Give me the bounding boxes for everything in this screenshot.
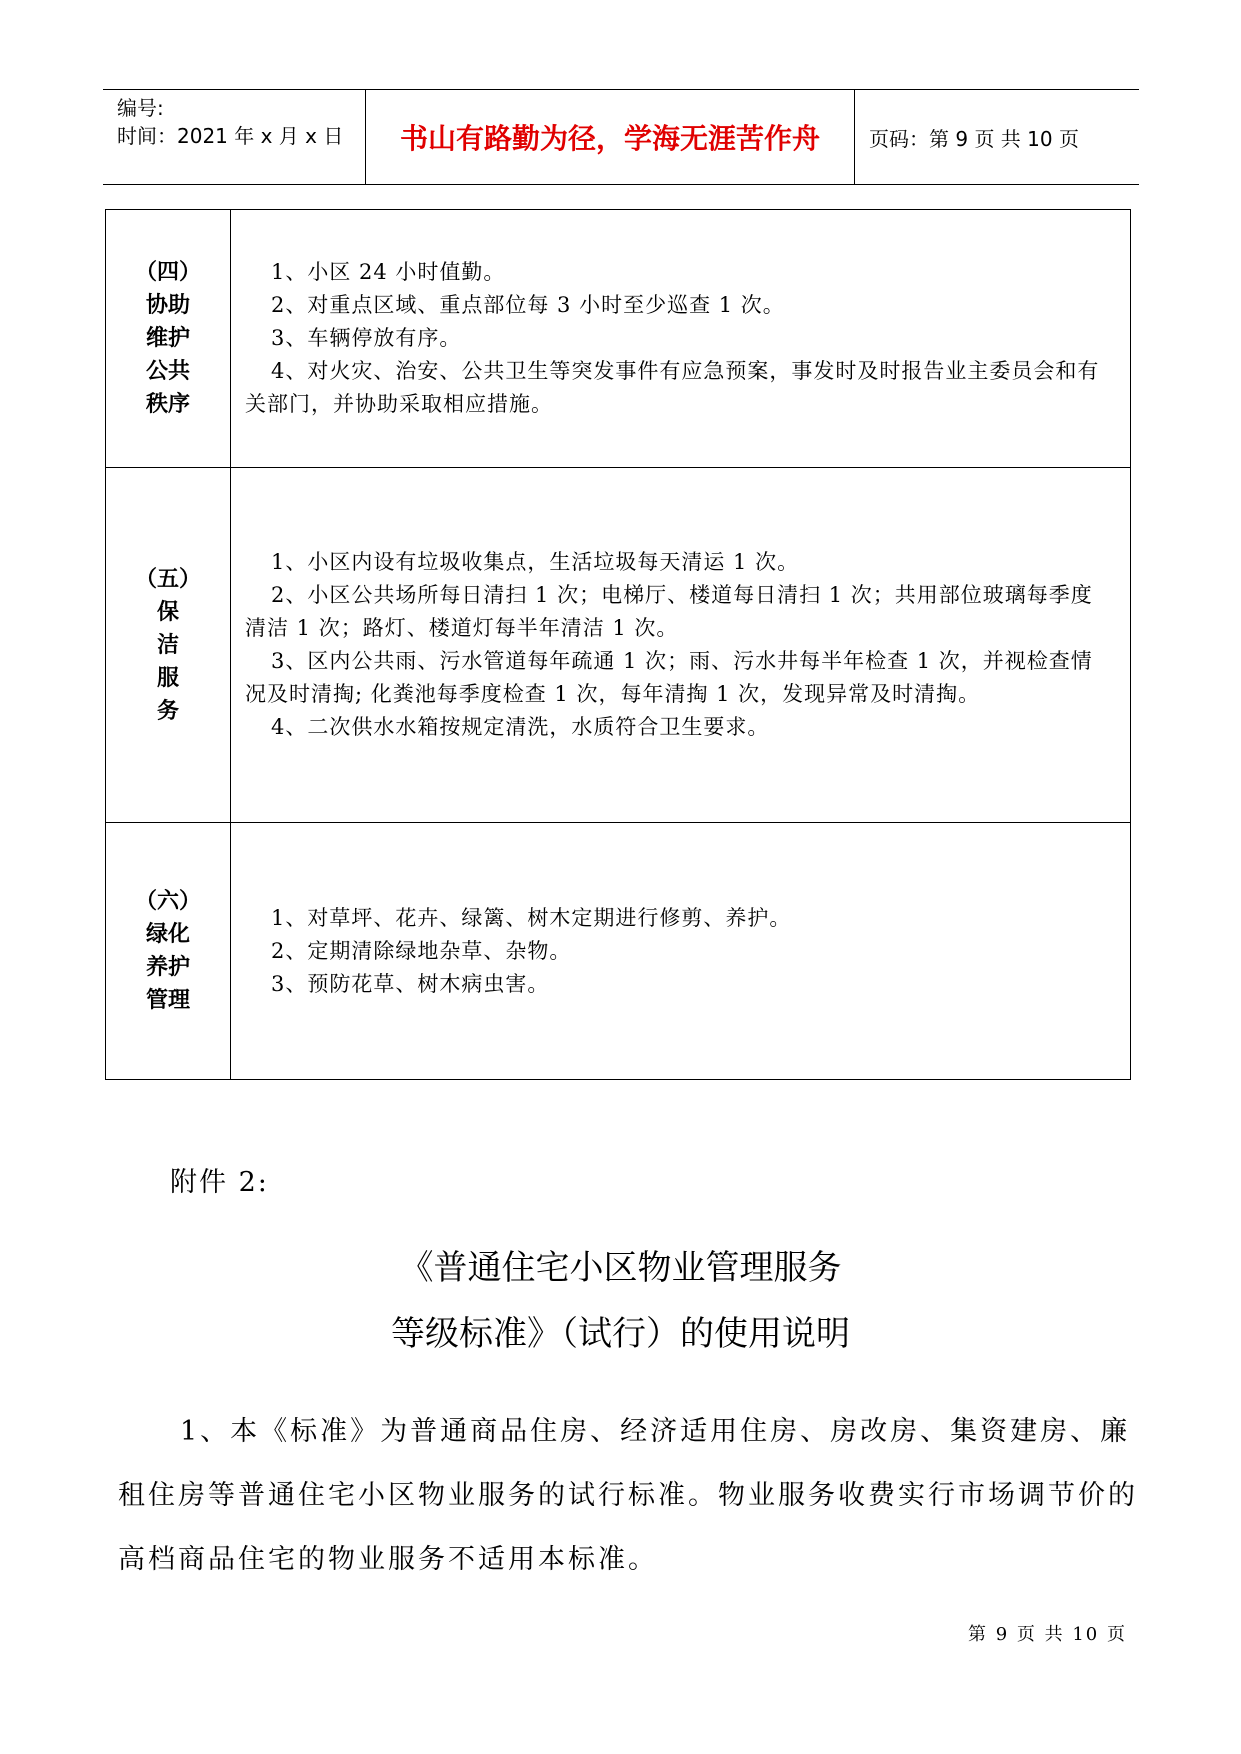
list-item: 1、小区 24 小时值勤。 bbox=[271, 260, 506, 284]
label-line: 公共 bbox=[145, 359, 190, 384]
list-item: 2、小区公共场所每日清扫 1 次；电梯厅、楼道每日清扫 1 次；共用部位玻璃每季度清洁 1 次；路灯、楼道灯每半年清洁 1 次。 bbox=[245, 583, 1093, 640]
label-line: （五） bbox=[134, 566, 201, 592]
row-content bbox=[231, 210, 1130, 467]
table-row bbox=[106, 822, 1130, 1079]
label-line: 务 bbox=[156, 698, 179, 724]
list-item: 4、对火灾、治安、公共卫生等突发事件有应急预案，事发时及时报告业主委员会和有关部门，并协助采取相应措施。 bbox=[245, 359, 1100, 416]
title-line-1: 《普通住宅小区物业管理服务 bbox=[399, 1248, 842, 1288]
label-line: 秩序 bbox=[145, 392, 190, 417]
header-page-label: 页码：第 9 页 共 10 页 bbox=[869, 126, 1079, 151]
header-meta bbox=[117, 94, 343, 150]
label-line: 维护 bbox=[145, 326, 190, 351]
label-line: 养护 bbox=[145, 955, 190, 980]
list-item: 3、区内公共雨、污水管道每年疏通 1 次；雨、污水井每半年检查 1 次，并视检查情况及时清掏; 化粪池每季度检查 1 次，每年清掏 1 次，发现异常及时清掏。 bbox=[245, 649, 1093, 706]
service-standard-table bbox=[105, 209, 1131, 1080]
row-content bbox=[231, 823, 1130, 1079]
list-item: 2、对重点区域、重点部位每 3 小时至少巡查 1 次。 bbox=[271, 293, 785, 317]
label-line: 绿化 bbox=[145, 922, 190, 947]
title-line-2: 等级标准》（试行）的使用说明 bbox=[391, 1314, 850, 1354]
list-item: 1、小区内设有垃圾收集点，生活垃圾每天清运 1 次。 bbox=[271, 550, 800, 574]
label-line: 协助 bbox=[145, 293, 190, 318]
page-footer: 第 9 页 共 10 页 bbox=[968, 1624, 1127, 1645]
document-title bbox=[0, 1235, 1241, 1367]
page-header bbox=[103, 89, 1139, 185]
number-label: 编号: bbox=[117, 96, 164, 120]
label-line: 服 bbox=[156, 665, 179, 691]
body-paragraph: 1、本《标准》为普通商品住房、经济适用住房、房改房、集资建房、廉租住房等普通住宅小区物业服务的试行标准。物业服务收费实行市场调节价的高档商品住宅的物业服务不适用本标准。 bbox=[118, 1416, 1138, 1575]
table-row bbox=[106, 467, 1130, 822]
time-label: 时间：2021 年 x 月 x 日 bbox=[117, 124, 344, 148]
label-line: （四） bbox=[134, 260, 201, 285]
list-item: 3、预防花草、树木病虫害。 bbox=[271, 971, 550, 996]
row-label bbox=[106, 468, 231, 822]
table-row bbox=[106, 210, 1130, 467]
label-line: 洁 bbox=[156, 632, 179, 658]
row-label bbox=[106, 210, 231, 467]
attachment-label: 附件 2: bbox=[170, 1167, 269, 1198]
header-motto: 书山有路勤为径，学海无涯苦作舟 bbox=[365, 90, 855, 184]
label-line: 管理 bbox=[145, 988, 190, 1013]
list-item: 3、车辆停放有序。 bbox=[271, 326, 462, 350]
label-line: （六） bbox=[134, 889, 201, 914]
list-item: 1、对草坪、花卉、绿篱、树木定期进行修剪、养护。 bbox=[271, 905, 792, 930]
list-item: 4、二次供水水箱按规定清洗，水质符合卫生要求。 bbox=[271, 715, 770, 739]
label-line: 保 bbox=[156, 599, 179, 625]
row-label bbox=[106, 823, 231, 1079]
row-content bbox=[231, 468, 1130, 822]
list-item: 2、定期清除绿地杂草、杂物。 bbox=[271, 938, 572, 963]
